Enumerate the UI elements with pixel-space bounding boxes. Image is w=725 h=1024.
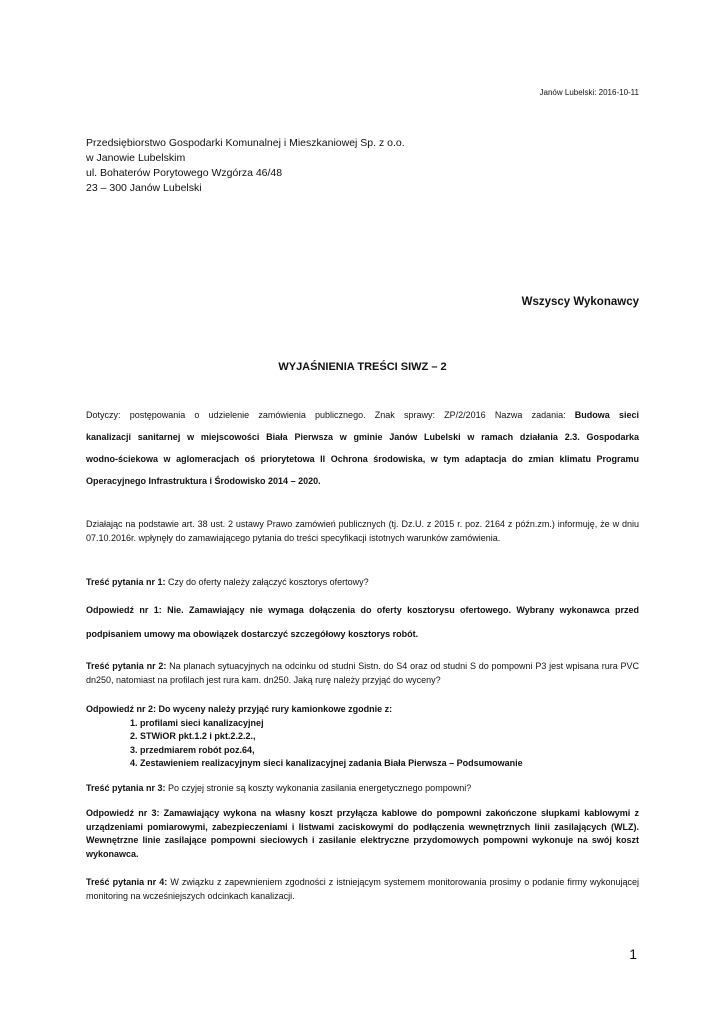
subject-paragraph bbox=[86, 404, 639, 492]
answer-2-list bbox=[86, 717, 639, 771]
page-number: 1 bbox=[629, 946, 637, 962]
answer-3: Odpowiedź nr 3: Zamawiający wykona na własny koszt przyłącza kablowe do pompowni zakończone słupkami kablowymi z urządzeniami pomiarowymi, zabezpieczeniami i listwami zaciskowymi do podłączenia wewnętrznych linii zasilających (WLZ). Wewnętrzne linie zasilające pompowni sieciowych i zasilanie elektryczne przydomowych pompowni wykonuje na swój koszt wykonawca. bbox=[86, 808, 639, 859]
question-3-text: Po czyjej stronie są koszty wykonania zasilania energetycznego pompowni? bbox=[165, 783, 472, 793]
list-item: 3. przedmiarem robót poz.64, bbox=[130, 744, 255, 755]
subject-lead: Dotyczy: postępowania o udzielenie zamówienia publicznego. Znak sprawy: ZP/2/2016 Nazwa zadania: bbox=[86, 410, 566, 420]
sender-address bbox=[86, 136, 405, 196]
sender-line-3: ul. Bohaterów Porytowego Wzgórza 46/48 bbox=[86, 167, 283, 179]
list-item: 2. STWiOR pkt.1.2 i pkt.2.2.2., bbox=[130, 731, 256, 741]
question-4-label: Treść pytania nr 4: bbox=[86, 877, 168, 887]
recipient: Wszyscy Wykonawcy bbox=[521, 296, 639, 308]
question-4 bbox=[86, 876, 639, 903]
task-name-part-1: Budowa sieci bbox=[574, 410, 639, 420]
question-1-label: Treść pytania nr 1: bbox=[86, 577, 166, 587]
question-3-label: Treść pytania nr 3: bbox=[86, 783, 166, 793]
sender-line-1: Przedsiębiorstwo Gospodarki Komunalnej i Mieszkaniowej Sp. z o.o. bbox=[86, 137, 405, 149]
document-title: WYJAŚNIENIA TREŚCI SIWZ – 2 bbox=[278, 361, 447, 373]
list-item: 1. profilami sieci kanalizacyjnej bbox=[130, 717, 264, 728]
task-name-part-4: Operacyjnego Infrastruktura i Środowisko 2014 – 2020. bbox=[86, 476, 321, 486]
question-2-label: Treść pytania nr 2: bbox=[86, 661, 167, 671]
intro-paragraph: Działając na podstawie art. 38 ust. 2 ustawy Prawo zamówień publicznych (tj. Dz.U. z 2015 r. poz. 2164 z późn.zm.) informuję, że w dniu 07.10.2016r. wpłynęły do zamawiającego pytania do treści specyfikacji istotnych warunków zamówienia. bbox=[86, 519, 639, 543]
question-2-text: Na planach sytuacyjnych na odcinku od studni Sistn. do S4 oraz od studni S do pompowni P3 jest wpisana rura PVC dn250, natomiast na profilach jest rura kam. dn250. Jaką rurę należy przyjąć do wyceny? bbox=[86, 661, 639, 685]
task-name-part-2: kanalizacji sanitarnej w miejscowości Biała Pierwsza w gminie Janów Lubelski w ramach działania 2.3. Gospodarka bbox=[86, 432, 639, 442]
sender-line-4: 23 – 300 Janów Lubelski bbox=[86, 182, 202, 194]
list-item: 4. Zestawieniem realizacyjnym sieci kanalizacyjnej zadania Biała Pierwsza – Podsumowanie bbox=[130, 758, 523, 768]
sender-line-2: w Janowie Lubelskim bbox=[86, 152, 186, 164]
answer-2-lead: Odpowiedź nr 2: Do wyceny należy przyjąć rury kamionkowe zgodnie z: bbox=[86, 704, 393, 714]
subject-line-1 bbox=[86, 404, 639, 426]
question-3 bbox=[86, 781, 639, 795]
answer-1-line-2: podpisaniem umowy ma obowiązek dostarczyć szczegółowy kosztorys robót. bbox=[86, 629, 419, 639]
question-2 bbox=[86, 660, 639, 687]
question-1 bbox=[86, 575, 639, 589]
answer-1 bbox=[86, 598, 639, 646]
question-4-text: W związku z zapewnieniem zgodności z istniejącym systemem monitorowania prosimy o podanie firmy wykonującej monitoring na wcześniejszych odcinkach kanalizacji. bbox=[86, 877, 639, 901]
answer-1-line-1: Odpowiedź nr 1: Nie. Zamawiający nie wymaga dołączenia do oferty kosztorysu ofertowego. Wybrany wykonawca przed bbox=[86, 605, 639, 615]
task-name-part-3: wodno-ściekowa w aglomeracjach oś priorytetowa II Ochrona środowiska, w tym adaptacja do zmian klimatu Programu bbox=[86, 454, 639, 464]
document-date: Janów Lubelski: 2016-10-11 bbox=[539, 88, 639, 97]
answer-2 bbox=[86, 703, 639, 771]
question-1-text: Czy do oferty należy załączyć kosztorys ofertowy? bbox=[165, 577, 369, 587]
